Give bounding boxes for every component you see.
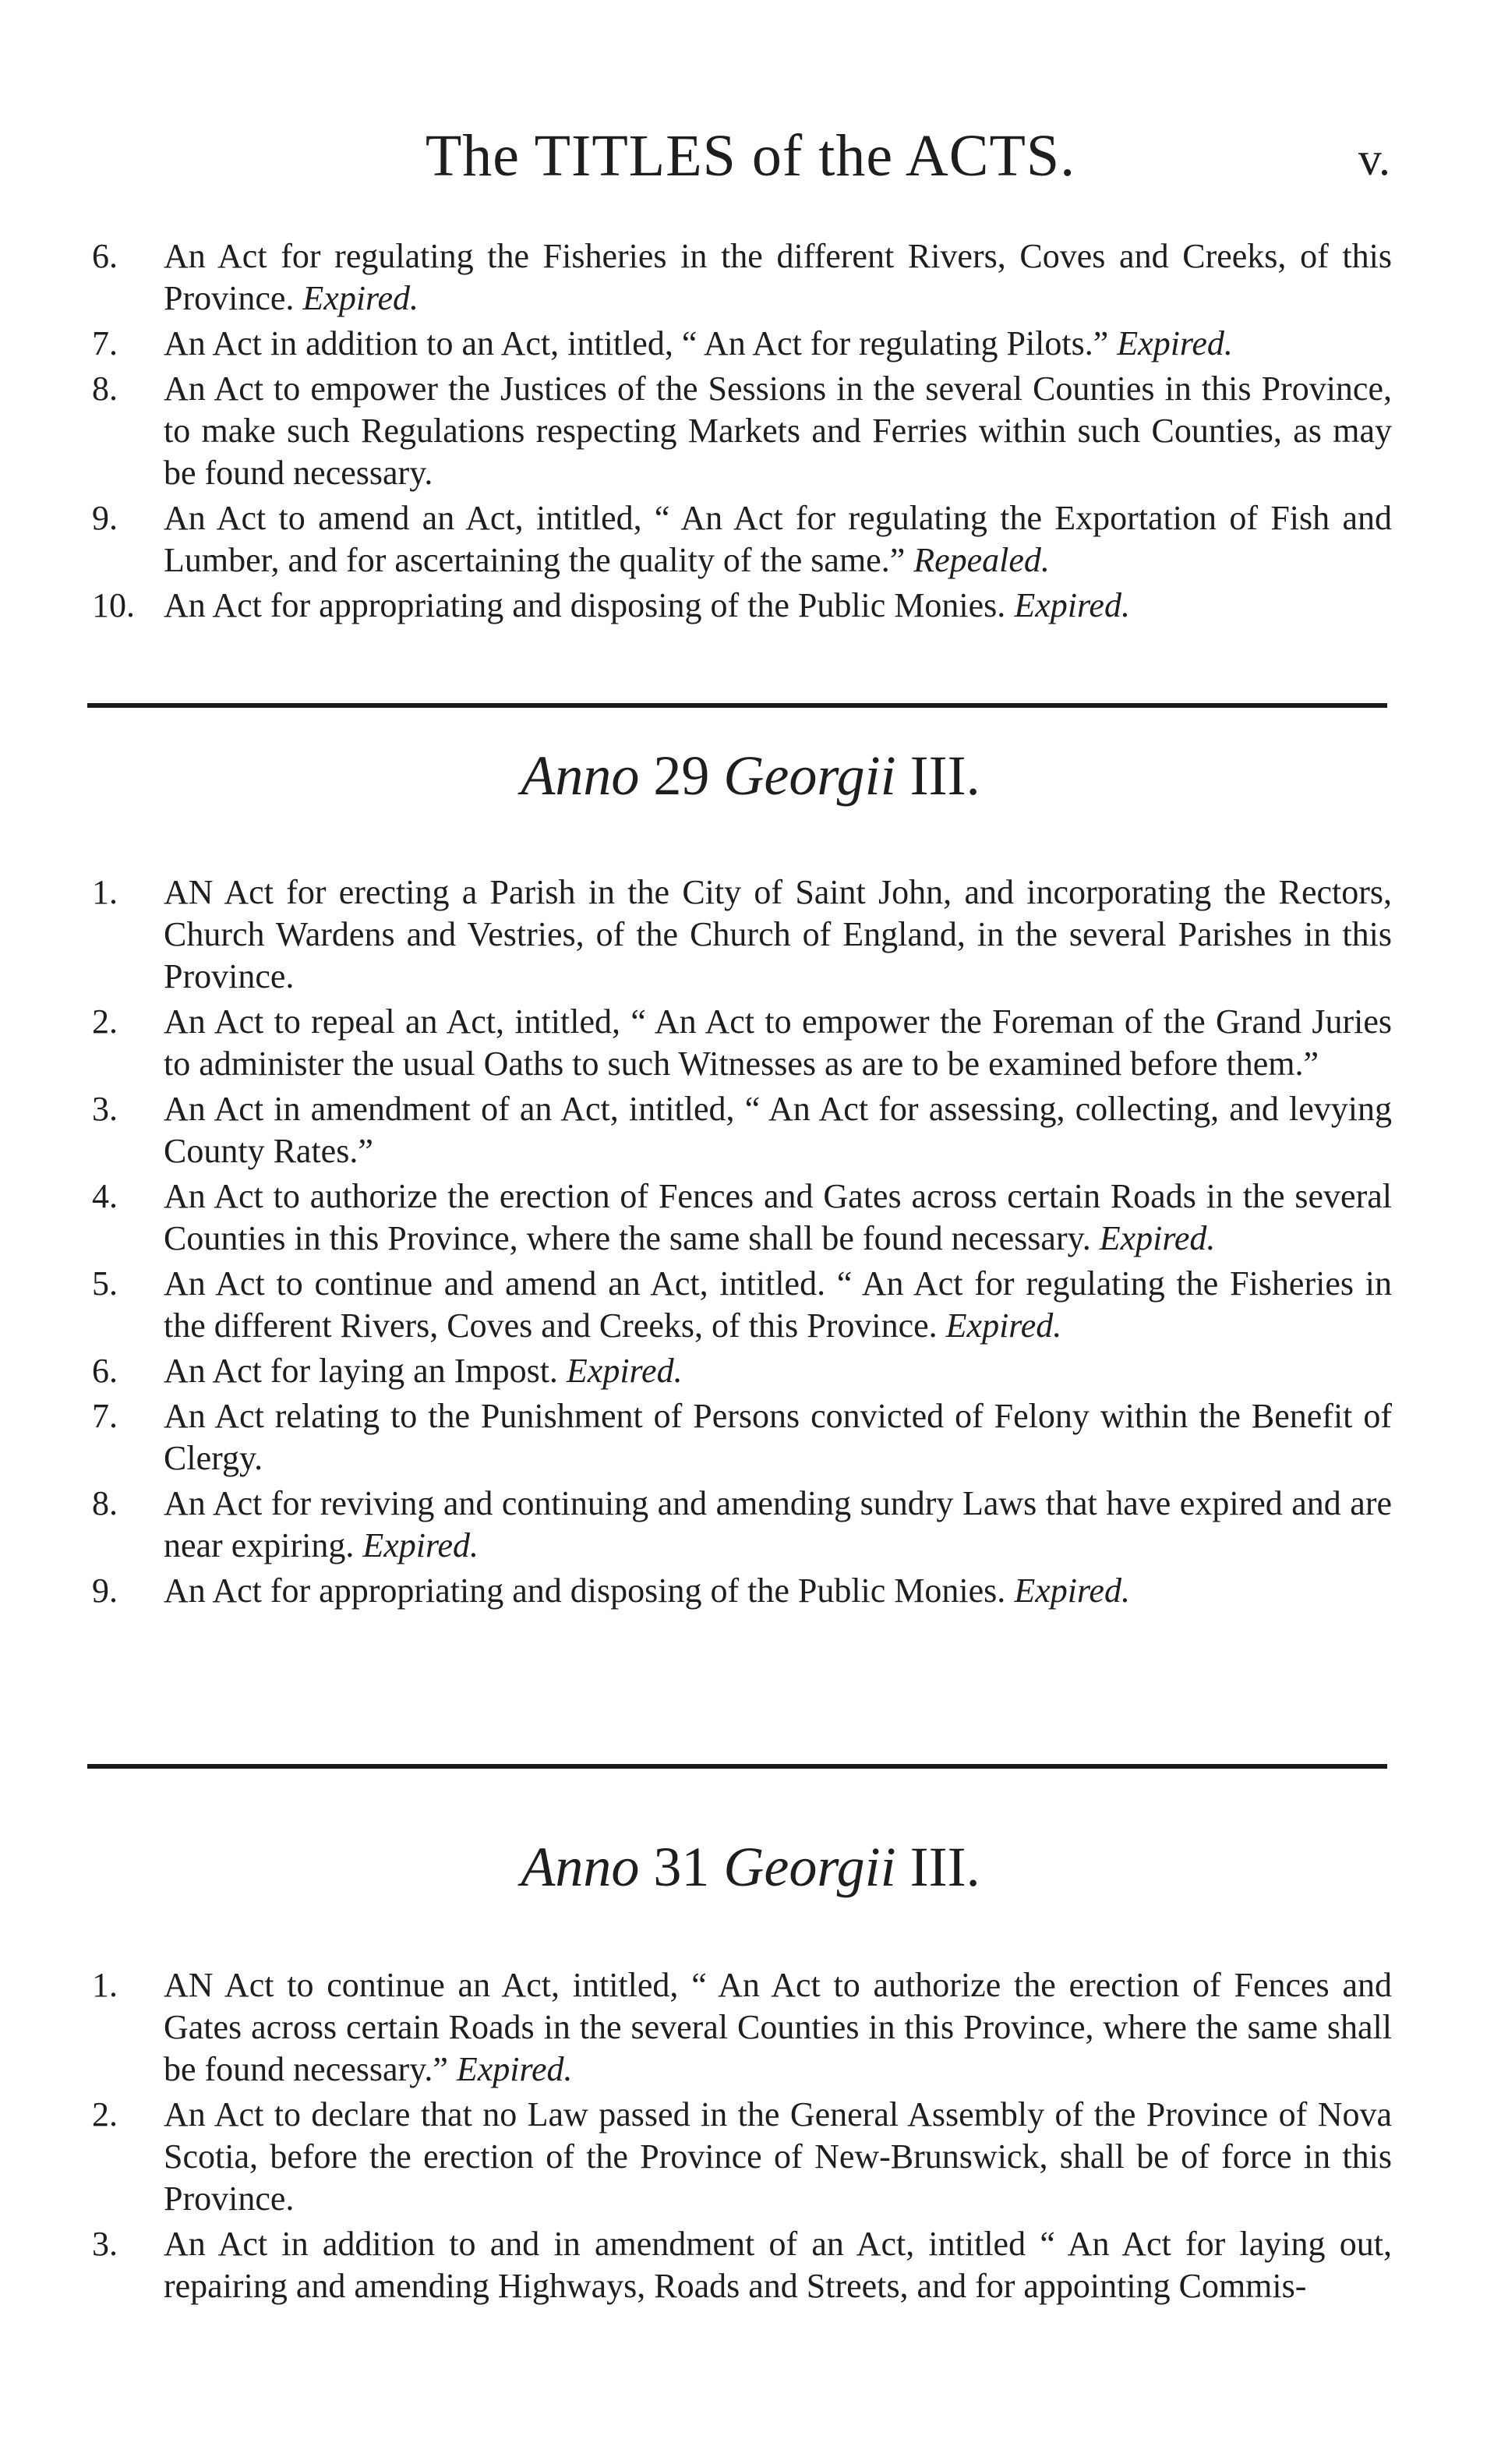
act-title: AN Act for erecting a Parish in the City of Saint John, and incorporating the Rectors, Church Wardens and Vestries, of the Church of England, in the several Parishes in this Province. bbox=[164, 873, 1392, 995]
act-entry bbox=[0, 1964, 1501, 2091]
act-title: An Act to declare that no Law passed in the General Assembly of the Province of Nova Scotia, before the erection of the Province of New-Brunswick, shall be of force in this Province. bbox=[164, 2095, 1392, 2218]
running-title: The TITLES of the ACTS. bbox=[425, 123, 1076, 189]
act-title: An Act to amend an Act, intitled, “ An Act for regulating the Exportation of Fish and Lumber, and for ascertaining the quality of the same.” bbox=[164, 499, 1392, 579]
act-entry bbox=[0, 2094, 1501, 2220]
act-entry bbox=[0, 2223, 1501, 2307]
act-number: 2. bbox=[92, 2095, 118, 2133]
act-title: An Act for laying an Impost. bbox=[164, 1352, 558, 1390]
act-number: 9. bbox=[92, 1571, 118, 1610]
act-number: 7. bbox=[92, 324, 118, 362]
act-title: An Act for regulating the Fisheries in the different Rivers, Coves and Creeks, of this Province. bbox=[164, 237, 1392, 317]
running-head bbox=[0, 117, 1501, 195]
act-status: Expired. bbox=[362, 1526, 479, 1564]
act-list bbox=[0, 235, 1501, 627]
act-title: An Act in amendment of an Act, intitled, “ An Act for assessing, collecting, and levying County Rates.” bbox=[164, 1090, 1392, 1170]
act-number: 2. bbox=[92, 1002, 118, 1041]
act-status: Expired. bbox=[1014, 1571, 1130, 1610]
act-number: 6. bbox=[92, 1352, 118, 1390]
section-heading-anno-29 bbox=[0, 741, 1501, 811]
act-title: An Act to continue and amend an Act, intitled. “ An Act for regulating the Fisheries in the different Rivers, Coves and Creeks, of this Province. bbox=[164, 1264, 1392, 1345]
act-status: Expired. bbox=[945, 1306, 1062, 1345]
act-status: Repealed. bbox=[913, 541, 1050, 579]
heading-year: 29 bbox=[653, 744, 710, 807]
section-continued bbox=[0, 235, 1501, 630]
heading-regnal: III. bbox=[909, 744, 980, 807]
act-entry bbox=[0, 1483, 1501, 1567]
heading-king: Georgii bbox=[723, 744, 896, 807]
section-anno-29 bbox=[0, 871, 1501, 1615]
act-entry bbox=[0, 585, 1501, 627]
act-entry bbox=[0, 497, 1501, 582]
act-title: An Act for appropriating and disposing of the Public Monies. bbox=[164, 586, 1006, 624]
act-entry bbox=[0, 323, 1501, 365]
section-rule bbox=[87, 1764, 1387, 1769]
heading-anno: Anno bbox=[521, 1836, 640, 1898]
act-entry bbox=[0, 1001, 1501, 1085]
act-status: Expired. bbox=[1014, 586, 1130, 624]
act-entry bbox=[0, 1395, 1501, 1479]
act-status: Expired. bbox=[566, 1352, 683, 1390]
heading-king: Georgii bbox=[723, 1836, 896, 1898]
act-number: 6. bbox=[92, 237, 118, 275]
section-anno-31 bbox=[0, 1964, 1501, 2310]
section-rule bbox=[87, 703, 1387, 708]
act-title: AN Act to continue an Act, intitled, “ An Act to authorize the erection of Fences and Gates across certain Roads in the several Counties in this Province, where the same shall be found necessary.” bbox=[164, 1966, 1392, 2088]
act-number: 7. bbox=[92, 1397, 118, 1435]
act-entry bbox=[0, 1263, 1501, 1347]
act-number: 9. bbox=[92, 499, 118, 537]
section-heading-anno-31 bbox=[0, 1832, 1501, 1902]
act-status: Expired. bbox=[302, 279, 419, 317]
act-title: An Act to empower the Justices of the Sessions in the several Counties in this Province, to make such Regulations respecting Markets and Ferries within such Counties, as may be found necessary. bbox=[164, 369, 1392, 492]
act-entry bbox=[0, 1350, 1501, 1392]
act-number: 8. bbox=[92, 369, 118, 408]
act-list bbox=[0, 1964, 1501, 2307]
act-title: An Act in addition to an Act, intitled, “ An Act for regulating Pilots.” bbox=[164, 324, 1109, 362]
act-title: An Act to authorize the erection of Fences and Gates across certain Roads in the several Counties in this Province, where the same shall be found necessary. bbox=[164, 1177, 1392, 1257]
act-title: An Act relating to the Punishment of Persons convicted of Felony within the Benefit of Clergy. bbox=[164, 1397, 1392, 1477]
act-entry bbox=[0, 235, 1501, 320]
act-status: Expired. bbox=[1117, 324, 1233, 362]
act-entry bbox=[0, 368, 1501, 494]
act-number: 3. bbox=[92, 2225, 118, 2263]
act-status: Expired. bbox=[456, 2050, 573, 2088]
heading-anno: Anno bbox=[521, 744, 640, 807]
act-title: An Act for appropriating and disposing of the Public Monies. bbox=[164, 1571, 1006, 1610]
act-number: 8. bbox=[92, 1484, 118, 1522]
act-status: Expired. bbox=[1099, 1219, 1216, 1257]
act-number: 3. bbox=[92, 1090, 118, 1128]
act-entry bbox=[0, 1570, 1501, 1612]
act-title: An Act for reviving and continuing and amending sundry Laws that have expired and are near expiring. bbox=[164, 1484, 1392, 1564]
page-number: v. bbox=[1358, 133, 1390, 185]
act-number: 5. bbox=[92, 1264, 118, 1303]
act-title: An Act in addition to and in amendment of an Act, intitled “ An Act for laying out, repairing and amending Highways, Roads and Streets, and for appointing Commis- bbox=[164, 2225, 1392, 2305]
act-entry bbox=[0, 1175, 1501, 1260]
act-number: 4. bbox=[92, 1177, 118, 1215]
act-entry bbox=[0, 1088, 1501, 1172]
act-number: 1. bbox=[92, 1966, 118, 2004]
act-number: 10. bbox=[92, 586, 135, 624]
act-title: An Act to repeal an Act, intitled, “ An Act to empower the Foreman of the Grand Juries to administer the usual Oaths to such Witnesses as are to be examined before them.” bbox=[164, 1002, 1392, 1083]
act-number: 1. bbox=[92, 873, 118, 911]
act-entry bbox=[0, 871, 1501, 998]
heading-year: 31 bbox=[653, 1836, 710, 1898]
act-list bbox=[0, 871, 1501, 1612]
heading-regnal: III. bbox=[909, 1836, 980, 1898]
